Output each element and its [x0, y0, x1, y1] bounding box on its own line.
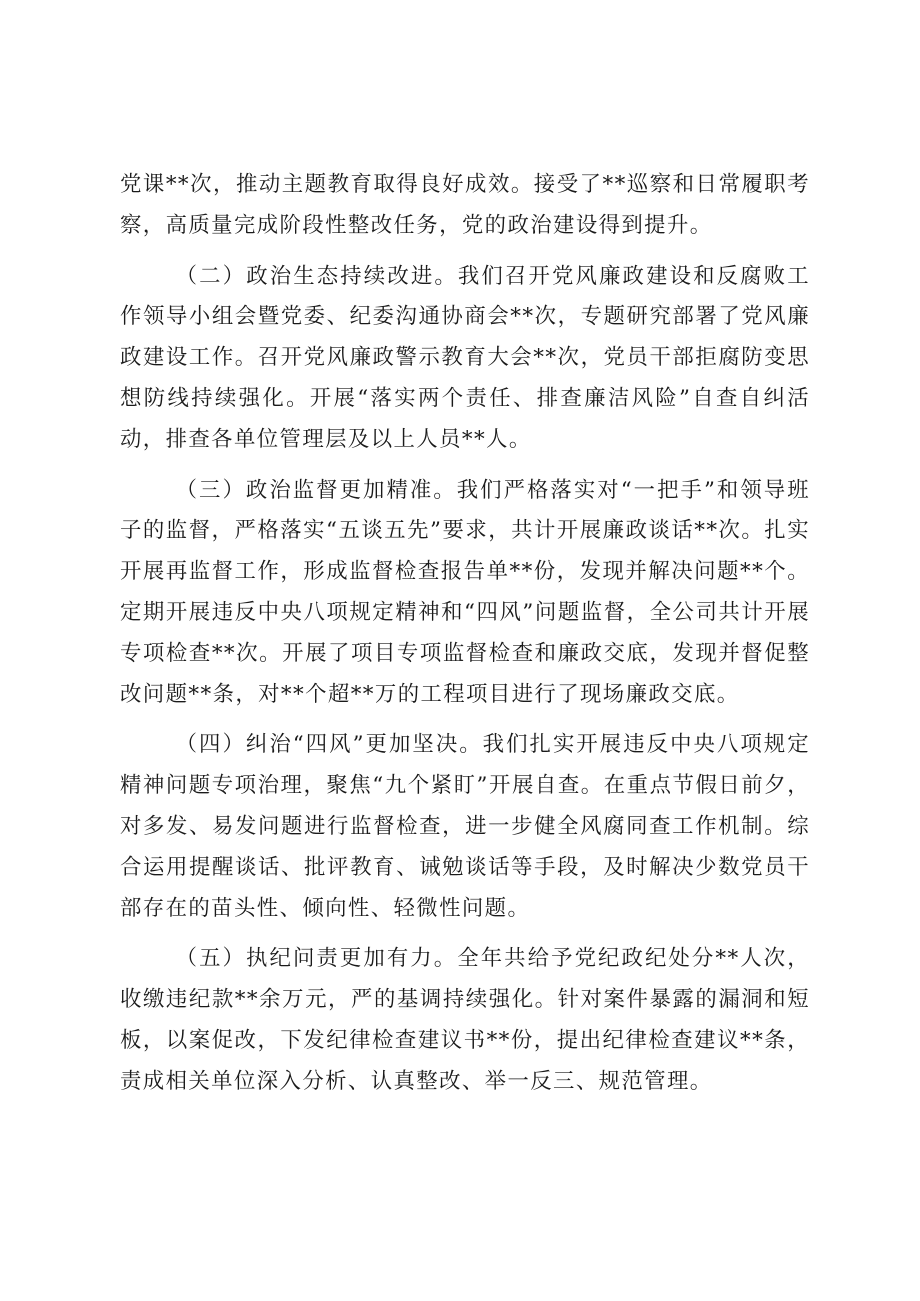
- paragraph-continued: 党课**次，推动主题教育取得良好成效。接受了**巡察和日常履职考察，高质量完成阶段性整改任务，党的政治建设得到提升。: [120, 172, 810, 238]
- paragraph-discipline-accountability: （五）执纪问责更加有力。全年共给予党纪政纪处分**人次，收缴违纪款**余万元，严的基调持续强化。针对案件暴露的漏洞和短板，以案促改，下发纪律检查建议书**份，提出纪律检查建议**条，责成相关单位深入分析、认真整改、举一反三、规范管理。: [120, 946, 810, 1094]
- paragraph-political-supervision: （三）政治监督更加精准。我们严格落实对“一把手”和领导班子的监督，严格落实“五谈五先”要求，共计开展廉政谈话**次。扎实开展再监督工作，形成监督检查报告单**份，发现并解决问题**个。定期开展违反中央八项规定精神和“四风”问题监督，全公司共计开展专项检查**次。开展了项目专项监督检查和廉政交底，发现并督促整改问题**条，对**个超**万的工程项目进行了现场廉政交底。: [120, 477, 810, 707]
- document-body: [120, 165, 810, 1113]
- paragraph-political-ecology: （二）政治生态持续改进。我们召开党风廉政建设和反腐败工作领导小组会暨党委、纪委沟通协商会**次，专题研究部署了党风廉政建设工作。召开党风廉政警示教育大会**次，党员干部拒腐防变思想防线持续强化。开展“落实两个责任、排查廉洁风险”自查自纠活动，排查各单位管理层及以上人员**人。: [120, 263, 810, 452]
- paragraph-four-styles: （四）纠治“四风”更加坚决。我们扎实开展违反中央八项规定精神问题专项治理，聚焦“九个紧盯”开展自查。在重点节假日前夕，对多发、易发问题进行监督检查，进一步健全风腐同查工作机制。综合运用提醒谈话、批评教育、诫勉谈话等手段，及时解决少数党员干部存在的苗头性、倾向性、轻微性问题。: [120, 732, 810, 921]
